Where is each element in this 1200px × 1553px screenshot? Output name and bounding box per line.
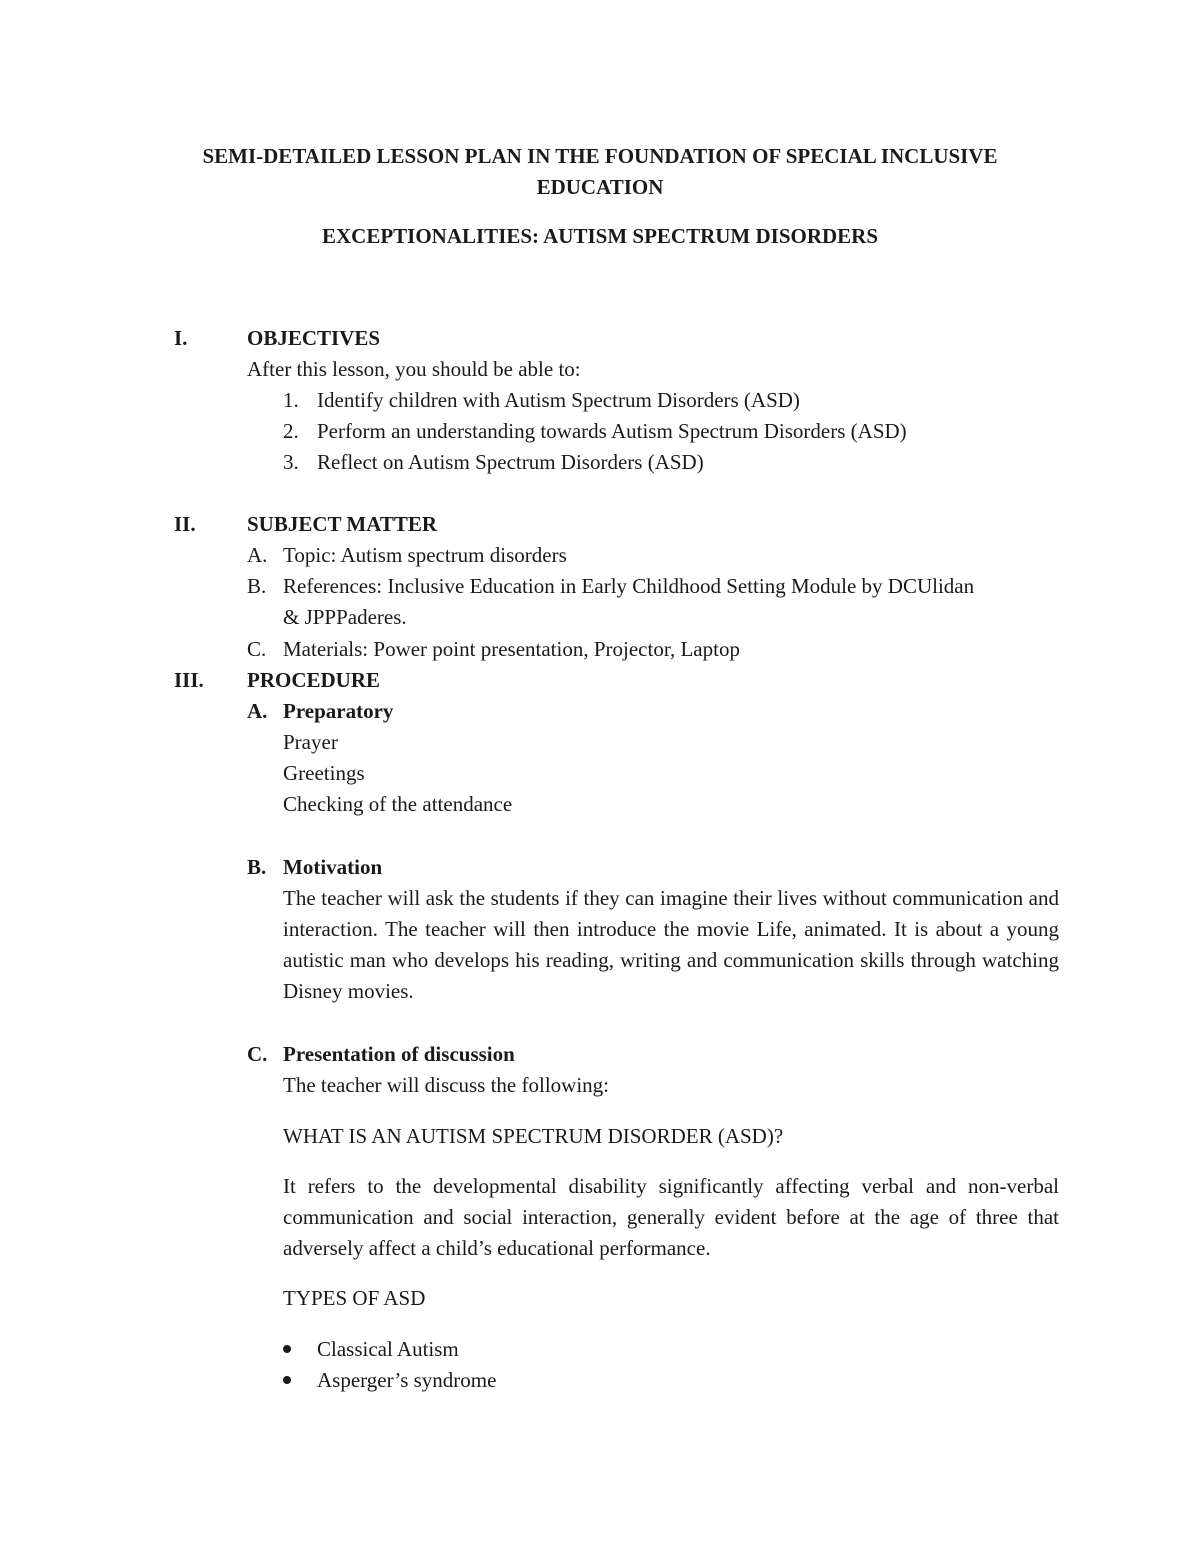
asd-type-item: Asperger’s syndrome <box>317 1368 497 1392</box>
section-number-objectives: I. <box>174 326 188 350</box>
section-heading-procedure: PROCEDURE <box>247 668 381 692</box>
document-title <box>120 141 1080 203</box>
subheading-presentation: Presentation of discussion <box>283 1042 515 1066</box>
section-number-procedure: III. <box>174 668 204 692</box>
subject-item-topic: Topic: Autism spectrum disorders <box>283 543 567 567</box>
list-marker: 2. <box>283 419 299 443</box>
presentation-intro: The teacher will discuss the following: <box>283 1073 610 1097</box>
section-heading-objectives: OBJECTIVES <box>247 326 381 350</box>
list-marker: A. <box>247 543 268 567</box>
types-heading: TYPES OF ASD <box>283 1286 426 1310</box>
list-marker: B. <box>247 855 267 879</box>
subheading-preparatory: Preparatory <box>283 699 394 723</box>
objective-item: Reflect on Autism Spectrum Disorders (ASD) <box>317 450 704 474</box>
preparatory-item: Prayer <box>283 730 338 754</box>
list-marker: 3. <box>283 450 299 474</box>
motivation-paragraph: The teacher will ask the students if they can imagine their lives without communication and interaction. The teacher will then introduce the movie Life, animated. It is about a young autistic man who develops his reading, writing and communication skills through watching Disney movies. <box>283 886 1059 1003</box>
asd-question: WHAT IS AN AUTISM SPECTRUM DISORDER (ASD)? <box>283 1124 784 1148</box>
objective-item: Perform an understanding towards Autism Spectrum Disorders (ASD) <box>317 419 907 443</box>
title-line-1: SEMI-DETAILED LESSON PLAN IN THE FOUNDATION OF SPECIAL INCLUSIVE <box>202 144 998 168</box>
preparatory-item: Checking of the attendance <box>283 792 513 816</box>
list-marker: B. <box>247 574 267 598</box>
list-marker: C. <box>247 1042 268 1066</box>
bullet-icon <box>283 1376 291 1384</box>
asd-definition-paragraph: It refers to the developmental disability significantly affecting verbal and non-verbal communication and social interaction, generally evident before at the age of three that adversely affect a child’s educational performance. <box>283 1174 1059 1260</box>
document-subtitle: EXCEPTIONALITIES: AUTISM SPECTRUM DISORDERS <box>321 224 879 248</box>
list-marker: 1. <box>283 388 299 412</box>
subheading-motivation: Motivation <box>283 855 383 879</box>
title-line-2: EDUCATION <box>536 175 664 199</box>
objective-item: Identify children with Autism Spectrum Disorders (ASD) <box>317 388 800 412</box>
section-number-subject-matter: II. <box>174 512 196 536</box>
subject-item-materials: Materials: Power point presentation, Projector, Laptop <box>283 637 740 661</box>
bullet-icon <box>283 1345 291 1353</box>
list-marker: C. <box>247 637 267 661</box>
subject-item-references-cont: & JPPPaderes. <box>283 605 407 629</box>
subject-item-references: References: Inclusive Education in Early Childhood Setting Module by DCUlidan <box>283 574 975 598</box>
preparatory-item: Greetings <box>283 761 365 785</box>
asd-type-item: Classical Autism <box>317 1337 459 1361</box>
list-marker: A. <box>247 699 268 723</box>
section-heading-subject-matter: SUBJECT MATTER <box>247 512 438 536</box>
objectives-intro: After this lesson, you should be able to: <box>247 357 581 381</box>
